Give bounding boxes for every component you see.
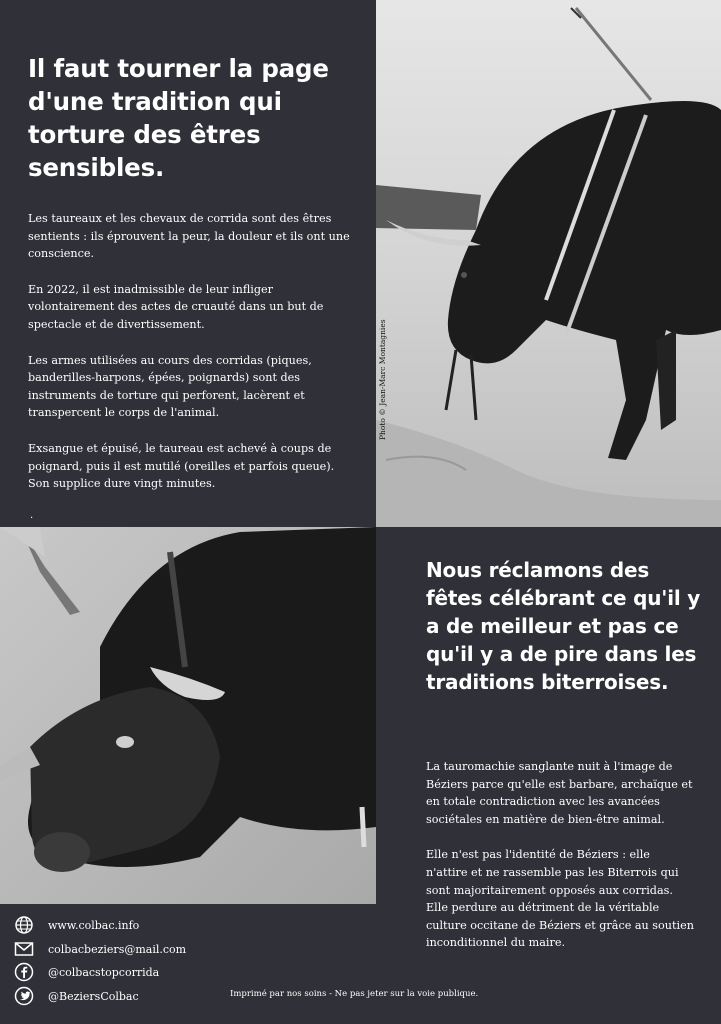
twitter-icon — [14, 986, 34, 1006]
paragraph: Elle n'est pas l'identité de Béziers : elle n'attire et ne rassemble pas les Biterrois qui sont majoritairement opposés aux corridas. Elle perdure au détriment de la véritable culture occitane de Béziers et grâce au soutien inconditionnel du maire. — [426, 848, 694, 950]
trailing-mark: . — [30, 510, 34, 521]
paragraph: Les armes utilisées au cours des corridas (piques, banderilles-harpons, épées, poignards) sont des instruments de torture qui perforent, lacèrent et transpercent le corps de l'animal. — [28, 353, 312, 420]
paragraph: Exsangue et épuisé, le taureau est achevé à coups de poignard, puis il est mutilé (oreilles et parfois queue). Son supplice dure vingt minutes. — [28, 441, 335, 491]
top-headline: Il faut tourner la page d'une tradition qui torture des êtres sensibles. — [28, 54, 329, 182]
bottom-headline: Nous réclamons des fêtes célébrant ce qu'il y a de meilleur et pas ce qu'il y a de pire dans les traditions biterroises. — [426, 558, 701, 694]
top-text-block — [28, 210, 350, 511]
globe-icon — [14, 915, 34, 935]
print-notice: Imprimé par nos soins - Ne pas jeter sur la voie publique. — [230, 989, 479, 999]
contact-website[interactable] — [14, 915, 139, 935]
website-link[interactable]: www.colbac.info — [48, 918, 140, 932]
bull-standing-photo — [376, 0, 721, 527]
bull-fallen-photo — [0, 527, 376, 904]
facebook-link[interactable]: @colbacstopcorrida — [48, 965, 160, 979]
contact-email[interactable] — [14, 939, 186, 959]
email-link[interactable]: colbacbeziers@mail.com — [48, 942, 187, 956]
contact-twitter[interactable] — [14, 986, 139, 1006]
bottom-text-block — [426, 758, 694, 970]
twitter-link[interactable]: @BeziersColbac — [48, 989, 139, 1003]
paragraph: La tauromachie sanglante nuit à l'image de Béziers parce qu'elle est barbare, archaïque et en totale contradiction avec les avancées sociétales en matière de bien-être animal. — [426, 760, 693, 826]
paragraph: Les taureaux et les chevaux de corrida sont des êtres sentients : ils éprouvent la peur, la douleur et ils ont une conscience. — [28, 212, 350, 261]
contact-facebook[interactable] — [14, 962, 159, 982]
paragraph: En 2022, il est inadmissible de leur infliger volontairement des actes de cruauté dans un but de spectacle et de divertissement. — [28, 282, 324, 331]
envelope-icon — [14, 939, 34, 959]
photo-credit: Photo © Jean-Marc Montagnies — [378, 319, 387, 440]
facebook-icon — [14, 962, 34, 982]
